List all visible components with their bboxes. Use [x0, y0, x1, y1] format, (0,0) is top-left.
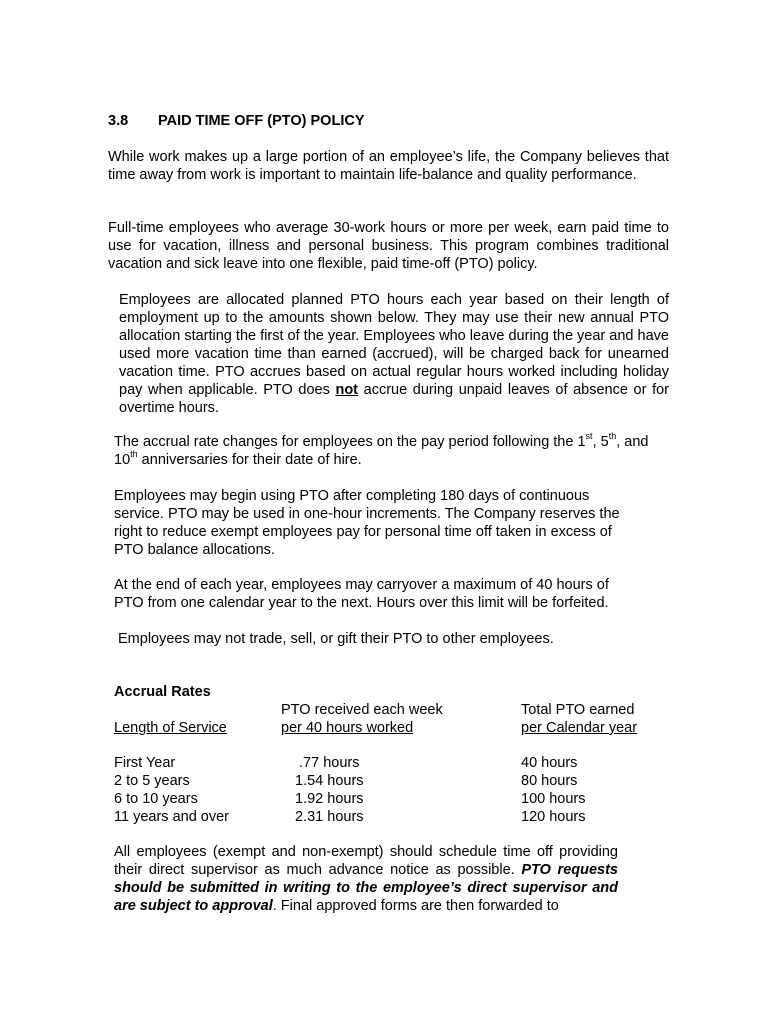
ordinal-suffix-2: th — [608, 431, 617, 442]
weekly-cell: .77 hours — [295, 755, 360, 771]
section-heading — [108, 112, 365, 130]
accrual-change-text-1: The accrual rate changes for employees on the pay period following the 1 — [114, 434, 586, 450]
accrual-change-text-3: , and 10 — [114, 434, 649, 468]
ordinal-suffix-1: st — [585, 431, 593, 442]
carryover-paragraph: At the end of each year, employees may carryover a maximum of 40 hours of PTO from one calendar year to the next. Hours over this limit will be forfeited. — [114, 577, 609, 611]
requests-text-1: All employees (exempt and non-exempt) should schedule time off providing their direct supervisor as much advance notice as possible. — [114, 844, 618, 878]
weekly-header-line-2: per 40 hours worked — [281, 720, 414, 736]
annual-header-line-2: per Calendar year — [521, 720, 638, 736]
accrual-change-text-2: , 5 — [592, 434, 609, 450]
accrual-change-paragraph — [114, 433, 654, 469]
service-cell: 6 to 10 years — [114, 791, 198, 807]
table-row — [0, 808, 770, 826]
accrual-title-row — [0, 683, 770, 701]
allocation-text-2: accrue during unpaid leaves of absence or for overtime hours. — [119, 382, 669, 416]
accrual-table-title: Accrual Rates — [114, 684, 211, 700]
service-cell: 11 years and over — [114, 809, 229, 825]
weekly-cell: 1.92 hours — [295, 791, 364, 807]
weekly-cell: 2.31 hours — [295, 809, 364, 825]
intro-paragraph-2: Full-time employees who average 30-work hours or more per week, earn paid time to use for vacation, illness and personal business. This program combines traditional vacation and sick leave into one flexible, paid time-off (PTO) policy. — [108, 220, 669, 272]
allocation-emphasis: not — [335, 382, 359, 398]
accrual-change-text-4: anniversaries for their date of hire. — [137, 452, 362, 468]
weekly-cell: 1.54 hours — [295, 773, 364, 789]
requests-paragraph — [114, 843, 618, 915]
allocation-text-1: Employees are allocated planned PTO hours each year based on their length of employment up to the amounts shown below. They may use their new annual PTO allocation starting the first of the year. Employees who leave during the year and have used more vacation time than earned (accrued), will be charged back for unearned vacation time. PTO accrues based on actual regular hours worked including holiday pay when applicable. PTO does — [119, 292, 669, 398]
section-number: 3.8 — [108, 113, 129, 129]
annual-header-line-1: Total PTO earned — [521, 702, 635, 718]
allocation-paragraph — [119, 291, 669, 417]
accrual-header-row-1 — [0, 701, 770, 719]
annual-cell: 100 hours — [521, 791, 586, 807]
service-header: Length of Service — [114, 720, 227, 736]
annual-cell: 80 hours — [521, 773, 578, 789]
accrual-header-row-2 — [0, 719, 770, 737]
section-title: PAID TIME OFF (PTO) POLICY — [158, 113, 365, 129]
no-trade-paragraph: Employees may not trade, sell, or gift their PTO to other employees. — [118, 631, 554, 647]
table-row — [0, 772, 770, 790]
requests-text-2: . Final approved forms are then forwarded to — [272, 898, 559, 914]
table-row — [0, 754, 770, 772]
weekly-header-line-1: PTO received each week — [281, 702, 443, 718]
intro-paragraph-1: While work makes up a large portion of an employee’s life, the Company believes that time away from work is important to maintain life-balance and quality performance. — [108, 149, 669, 183]
requests-emphasis: PTO requests should be submitted in writing to the employee’s direct supervisor and are subject to approval — [114, 862, 618, 914]
annual-cell: 40 hours — [521, 755, 578, 771]
usage-paragraph: Employees may begin using PTO after completing 180 days of continuous service. PTO may be used in one-hour increments. The Company reserves the right to reduce exempt employees pay for personal time off taken in excess of PTO balance allocations. — [114, 488, 620, 558]
annual-cell: 120 hours — [521, 809, 586, 825]
service-cell: 2 to 5 years — [114, 773, 190, 789]
table-row — [0, 790, 770, 808]
service-cell: First Year — [114, 755, 176, 771]
ordinal-suffix-3: th — [130, 449, 138, 460]
